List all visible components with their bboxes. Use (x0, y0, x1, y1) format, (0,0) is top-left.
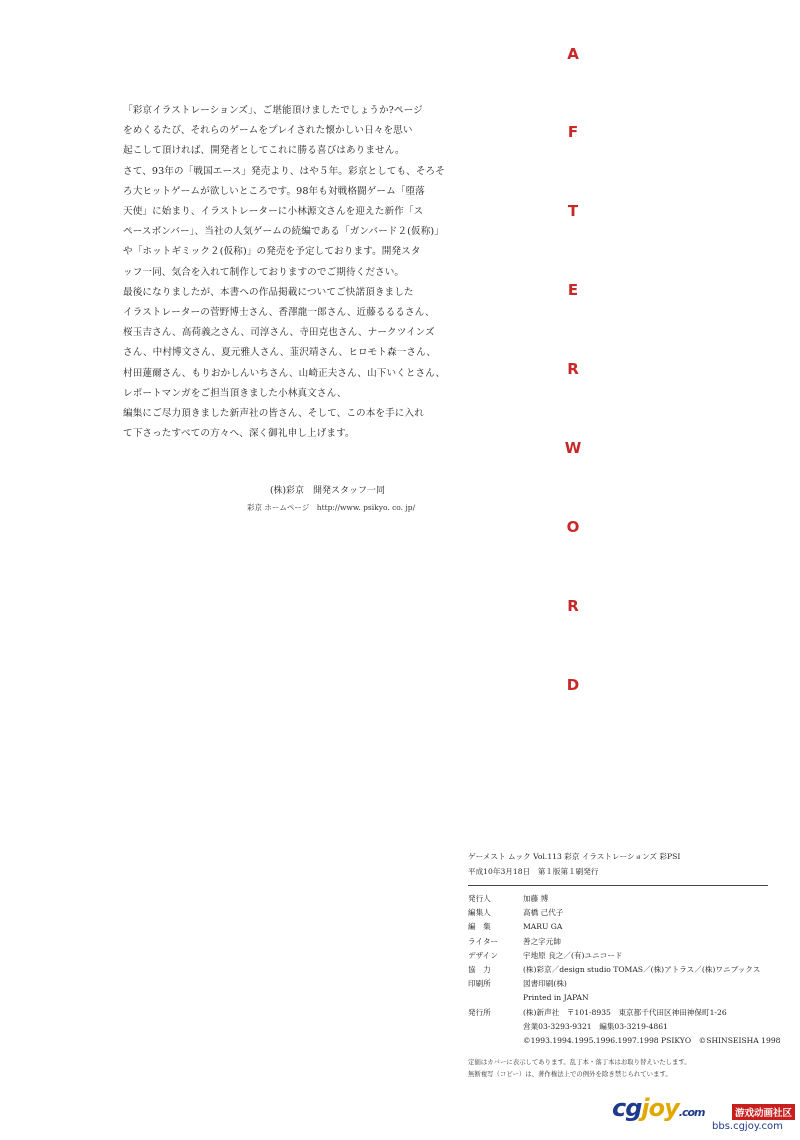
watermark-logo-c: cg (612, 1094, 642, 1122)
credit-row (468, 892, 788, 906)
body-line: 最後になりましたが、本書への作品掲載についてご快諾頂きました (123, 286, 414, 298)
afterword-letter: A (567, 45, 579, 63)
afterword-body (123, 101, 446, 444)
body-line: ッフ一同、気合を入れて制作しておりますのでご期待ください。 (123, 266, 405, 278)
watermark-logo (612, 1094, 704, 1122)
credit-role: ライター (468, 936, 499, 946)
afterword-letter: R (567, 360, 579, 378)
body-line: 起こして頂ければ、開発者としてこれに勝る喜びはありません。 (123, 145, 405, 157)
credit-role: 協 力 (468, 965, 491, 975)
watermark-url: bbs.cgjoy.com (712, 1121, 783, 1132)
credit-value: Printed in JAPAN (523, 993, 589, 1003)
body-line: イラストレーターの菅野博士さん、香澤龍一郎さん、近藤るるるさん、 (123, 307, 435, 319)
body-line: さん、中村博文さん、夏元雅人さん、韮沢靖さん、ヒロモト森一さん、 (123, 347, 437, 359)
notice (468, 1056, 788, 1080)
credit-row (468, 949, 788, 963)
credit-role: デザイン (468, 950, 498, 960)
credit-value: 善之字元帥 (523, 936, 561, 946)
body-line: ペースボンバー」、当社の人気ゲームの続編である「ガンバード２(仮称)」 (123, 226, 444, 238)
watermark-cn-label: 游戏动画社区 (732, 1104, 795, 1120)
afterword-letter: E (567, 281, 579, 299)
credit-role (468, 991, 523, 1005)
colophon (468, 849, 788, 1048)
credit-role: 編 集 (468, 922, 491, 932)
credit-value: (株)彩京／design studio TOMAS／(株)アトラス／(株)ワニブックス (523, 965, 761, 975)
credit-row (468, 1020, 788, 1034)
homepage-line: 彩京 ホームページ http://www. psikyo. co. jp/ (247, 503, 416, 512)
credit-row (468, 963, 788, 977)
body-line: さて、93年の「戦国エース」発売より、はや５年。彩京としても、そろそ (123, 165, 445, 177)
body-line: ろ大ヒットゲームが欲しいところです。98年も対戦格闘ゲーム「堕落 (123, 185, 425, 197)
body-line: 「彩京イラストレーションズ」、ご堪能頂けましたでしょうか?ページ (123, 105, 423, 116)
credit-row (468, 1006, 788, 1020)
afterword-letter: R (567, 597, 579, 615)
afterword-letter: F (567, 123, 579, 141)
credit-value: (株)新声社 〒101-8935 東京都千代田区神田神保町1-26 (523, 1007, 727, 1017)
credit-row (468, 935, 788, 949)
afterword-letter: T (567, 202, 579, 220)
afterword-letter: O (566, 518, 580, 536)
credit-value: MARU GA (523, 922, 563, 932)
watermark-logo-tail: .com (678, 1106, 705, 1119)
colophon-title: ゲーメスト ムック Vol.113 彩京 イラストレーションズ 彩PSI (468, 852, 681, 861)
credit-value: ©1993.1994.1995.1996.1997.1998 PSIKYO ©SHINSEISHA 1998 (523, 1036, 781, 1046)
body-line: や「ホットギミック２(仮称)」の発売を予定しております。開発スタ (123, 246, 421, 258)
credit-row (468, 906, 788, 920)
afterword-vertical-title (558, 45, 588, 745)
credit-role: 印刷所 (468, 979, 491, 989)
afterword-letter: D (566, 676, 580, 694)
colophon-edition: 平成10年3月18日 第１版第１刷発行 (468, 867, 599, 876)
credit-row (468, 1034, 788, 1048)
signature: (株)彩京 開発スタッフ一同 (270, 486, 386, 496)
credit-value: 図書印刷(株) (523, 979, 567, 989)
body-line: 天使」に始まり、イラストレーターに小林源文さんを迎えた新作「ス (123, 206, 424, 218)
body-line: をめくるたび、それらのゲームをプレイされた懐かしい日々を思い (123, 125, 413, 137)
body-line: 編集にご尽力頂きました新声社の皆さん、そして、この本を手に入れ (123, 408, 424, 420)
credit-value: 高橋 己代子 (523, 908, 564, 918)
body-line: て下さったすべての方々へ、深く御礼申し上げます。 (123, 428, 355, 440)
credit-role (468, 1034, 523, 1048)
watermark-logo-joy: joy (641, 1094, 679, 1122)
credit-role: 編集人 (468, 908, 491, 918)
notice-line: 定価はカバーに表示してあります。乱丁本・落丁本はお取り替えいたします。 (468, 1058, 691, 1066)
body-line: 村田蓮爾さん、もりおかしんいちさん、山崎正夫さん、山下いくとさん、 (123, 367, 446, 379)
credit-role: 発行人 (468, 894, 491, 903)
site-watermark (612, 1090, 800, 1140)
credit-role (468, 1020, 523, 1034)
colophon-credits (468, 892, 788, 1048)
credit-row (468, 920, 788, 934)
notice-line: 無断複写（コピー）は、著作権法上での例外を除き禁じられています。 (468, 1070, 672, 1078)
afterword-letter: W (564, 439, 582, 457)
body-line: 桜玉吉さん、高荷義之さん、司淳さん、寺田克也さん、ナークツインズ (123, 327, 435, 339)
credit-row (468, 977, 788, 991)
body-line: レポートマンガをご担当頂きました小林真文さん、 (123, 387, 347, 399)
credit-row (468, 991, 788, 1005)
credit-value: 営業03-3293-9321 編集03-3219-4861 (523, 1021, 668, 1031)
credit-role: 発行所 (468, 1007, 491, 1017)
colophon-divider (468, 885, 768, 886)
credit-value: 加藤 博 (523, 894, 549, 903)
credit-value: 宇地原 良之／(有)ユニコード (523, 950, 623, 960)
